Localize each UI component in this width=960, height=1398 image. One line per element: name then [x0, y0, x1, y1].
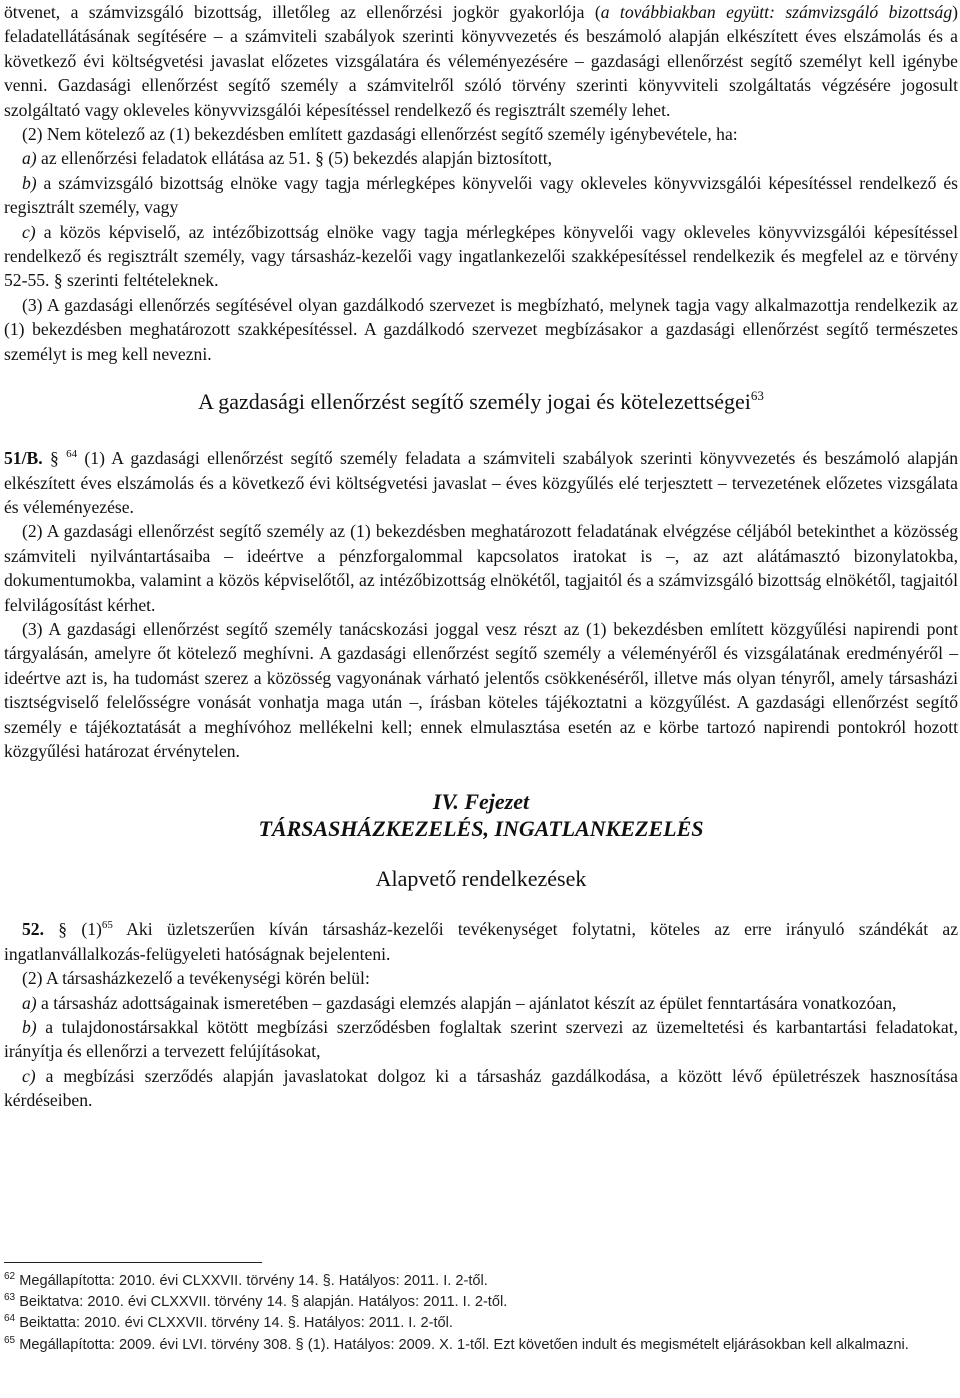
footnote-number: 62: [4, 1271, 16, 1282]
section-52-paragraph-1: [4, 917, 958, 966]
item-label: c): [22, 1065, 36, 1086]
footnote-number: 65: [4, 1334, 16, 1346]
footnote-text: Beiktatta: 2010. évi CLXXVII. törvény 14. §. Hatályos: 2011. I. 2-től.: [19, 1315, 453, 1332]
paragraph-number: (1): [81, 919, 102, 940]
chapter-number: IV. Fejezet: [432, 789, 530, 815]
paragraph-3: (3) A gazdasági ellenőrzés segítésével olyan gazdálkodó szervezet is megbízható, melynek tagja vagy alkalmazottja rendelkezik az (1) bekezdésben meghatározott szakképesítéssel. A gazdálkodó szervezet megbízásakor a gazdasági ellenőrzést segítő természetes személyt is meg kell nevezni.: [4, 294, 958, 364]
footnotes: [4, 1262, 958, 1356]
item-text: a tulajdonostársakkal kötött megbízási szerződésben foglaltak szerint szervezi az üzemeltetési és karbantartási feladatokat, irányítja és ellenőrzi a tervezett felújításokat,: [4, 1017, 958, 1062]
section-52-item-a: [4, 991, 958, 1015]
section-52-item-c: [4, 1064, 958, 1113]
paragraph-text: Aki üzletszerűen kíván társasház-kezelői tevékenységet folytatni, köteles az erre irányuló szándékát az ingatlanvállalkozás-felügyeleti hatóságnak bejelenteni.: [4, 919, 959, 964]
footnote-ref[interactable]: 65: [101, 919, 113, 932]
paragraph-1: [4, 0, 958, 122]
footnote-text: Beiktatva: 2010. évi CLXXVII. törvény 14. § alapján. Hatályos: 2011. I. 2-től.: [19, 1294, 508, 1311]
item-text: az ellenőrzési feladatok ellátása az 51. § (5) bekezdés alapján biztosított,: [36, 148, 553, 169]
paragraph-text: (1) A gazdasági ellenőrzést segítő személy feladata a számviteli szabályok szerinti könyvvezetés és beszámoló alapján elkészített éves elszámolás és a következő évi költségvetési javaslat – éves közgyűlés elé terjesztett – tervezetének előzetes vizsgálata és véleményezése.: [4, 448, 958, 517]
list-item-a: [4, 146, 958, 170]
item-text: a megbízási szerződés alapján javaslatokat dolgoz ki a társasház gazdálkodása, a között lévő épületrészek hasznosítása kérdéseiben.: [4, 1065, 958, 1111]
text-run: ) feladatellátásának segítésére – a számviteli szabályok szerinti könyvvezetés és beszámoló alapján elkészített éves elszámolás és a következő évi költségvetési javaslat előzetes vizsgálatára és véleményezésére – gazdasági ellenőrzést segítő személyt kell igénybe venni. Gazdasági ellenőrzést segítő személy a számvitelről szóló törvény szerinti könyvviteli szolgáltatás végzésére jogosult szolgáltató vagy okleveles könyvvizsgálói képesítéssel rendelkező és regisztrált személy lehet.: [4, 2, 958, 120]
item-label: b): [22, 1017, 37, 1037]
item-label: a): [22, 148, 37, 169]
footnote: [4, 1292, 958, 1313]
italic-term: a továbbiakban együtt: számvizsgáló bizottság: [600, 2, 953, 22]
section-sign: §: [44, 919, 82, 940]
footnote-text: Megállapította: 2010. évi CLXXVII. törvény 14. §. Hatályos: 2011. I. 2-től.: [19, 1273, 488, 1289]
paragraph-2: (2) Nem kötelező az (1) bekezdésben említett gazdasági ellenőrzést segítő személy igénybevétele, ha:: [22, 124, 738, 145]
section-51b-paragraph-1: [4, 446, 958, 519]
section-number: 51/B.: [4, 448, 43, 469]
section-52-paragraph-2: (2) A társasházkezelő a tevékenységi körén belül:: [22, 968, 370, 989]
section-heading: [4, 388, 958, 416]
section-heading-text: A gazdasági ellenőrzést segítő személy jogai és kötelezettségei: [198, 389, 751, 415]
chapter-title: TÁRSASHÁZKEZELÉS, INGATLANKEZELÉS: [258, 816, 704, 842]
footnote-ref[interactable]: 64: [66, 448, 78, 461]
item-text: a közös képviselő, az intézőbizottság elnöke vagy tagja mérlegképes könyvelői vagy okleveles könyvvizsgálói képesítéssel rendelkező és regisztrált személy, vagy társasház-kezelői vagy ingatlankezelői szakképesítéssel rendelkezik és megfelel az e törvény 52-55. § szerinti feltételeknek.: [4, 221, 958, 291]
list-item-c: [4, 220, 958, 293]
footnote-text: Megállapította: 2009. évi LVI. törvény 308. § (1). Hatályos: 2009. X. 1-től. Ezt követően indult és megismételt eljárásokban kell alkalmazni.: [19, 1336, 909, 1353]
text-run: ötvenet, a számvizsgáló bizottság, illetőleg az ellenőrzési jogkör gyakorlója (: [4, 2, 601, 22]
footnote-divider: [4, 1262, 262, 1263]
footnote: [4, 1271, 958, 1292]
section-51b-paragraph-3: (3) A gazdasági ellenőrzést segítő személy tanácskozási joggal vesz részt az (1) bekezdésben említett közgyűlési napirendi pont tárgyalásán, amelyre őt kötelező meghívni. A gazdasági ellenőrzést segítő személy a véleményéről és vizsgálatának eredményéről – ideértve azt is, ha tudomást szerez a közösség vagyonának várható jelentős csökkenéséről, illetve más olyan tényről, amely társasházi tisztségviselő felelősségre vonását vonhatja maga után –, írásban köteles tájékoztatni a közgyűlést. A gazdasági ellenőrzést segítő személy e tájékoztatását a meghívóhoz mellékelni kell; ennek elmulasztása esetén az e körbe tartozó napirendi pontokról hozott közgyűlési határozat érvénytelen.: [4, 618, 958, 761]
item-label: a): [22, 992, 37, 1013]
section-sign: §: [42, 448, 67, 469]
section-number: 52.: [22, 919, 44, 940]
item-label: c): [22, 221, 36, 242]
footnote: [4, 1313, 958, 1334]
list-item-b: [4, 171, 958, 220]
document-page: [4, 0, 958, 1113]
section-51b-paragraph-2: (2) A gazdasági ellenőrzést segítő személy az (1) bekezdésben meghatározott feladatának elvégzése céljából betekinthet a közösség számviteli nyilvántartásaiba – ideértve a pénzforgalommal kapcsolatos iratokat is –, az azt alátámasztó bizonylatokba, dokumentumokba, valamint a közös képviselőtől, az intézőbizottság elnökétől, tagjaitól és a számvizsgáló bizottság elnökétől, tagjaitól felvilágosítást kérhet.: [4, 521, 958, 615]
item-text: a számvizsgáló bizottság elnöke vagy tagja mérlegképes könyvelői vagy okleveles könyvvizsgálói képesítéssel rendelkező és regisztrált személy, vagy: [4, 172, 958, 218]
item-text: a társasház adottságainak ismeretében – gazdasági elemzés alapján – ajánlatot készít az épület fenntartására vonatkozóan,: [36, 992, 897, 1013]
footnote-number: 64: [4, 1313, 16, 1325]
section-52-item-b: [4, 1015, 958, 1064]
footnote-number: 63: [4, 1292, 16, 1304]
footnote-ref[interactable]: 63: [750, 388, 764, 404]
chapter-subtitle: Alapvető rendelkezések: [375, 866, 587, 892]
item-label: b): [22, 172, 37, 193]
footnote: [4, 1335, 958, 1356]
